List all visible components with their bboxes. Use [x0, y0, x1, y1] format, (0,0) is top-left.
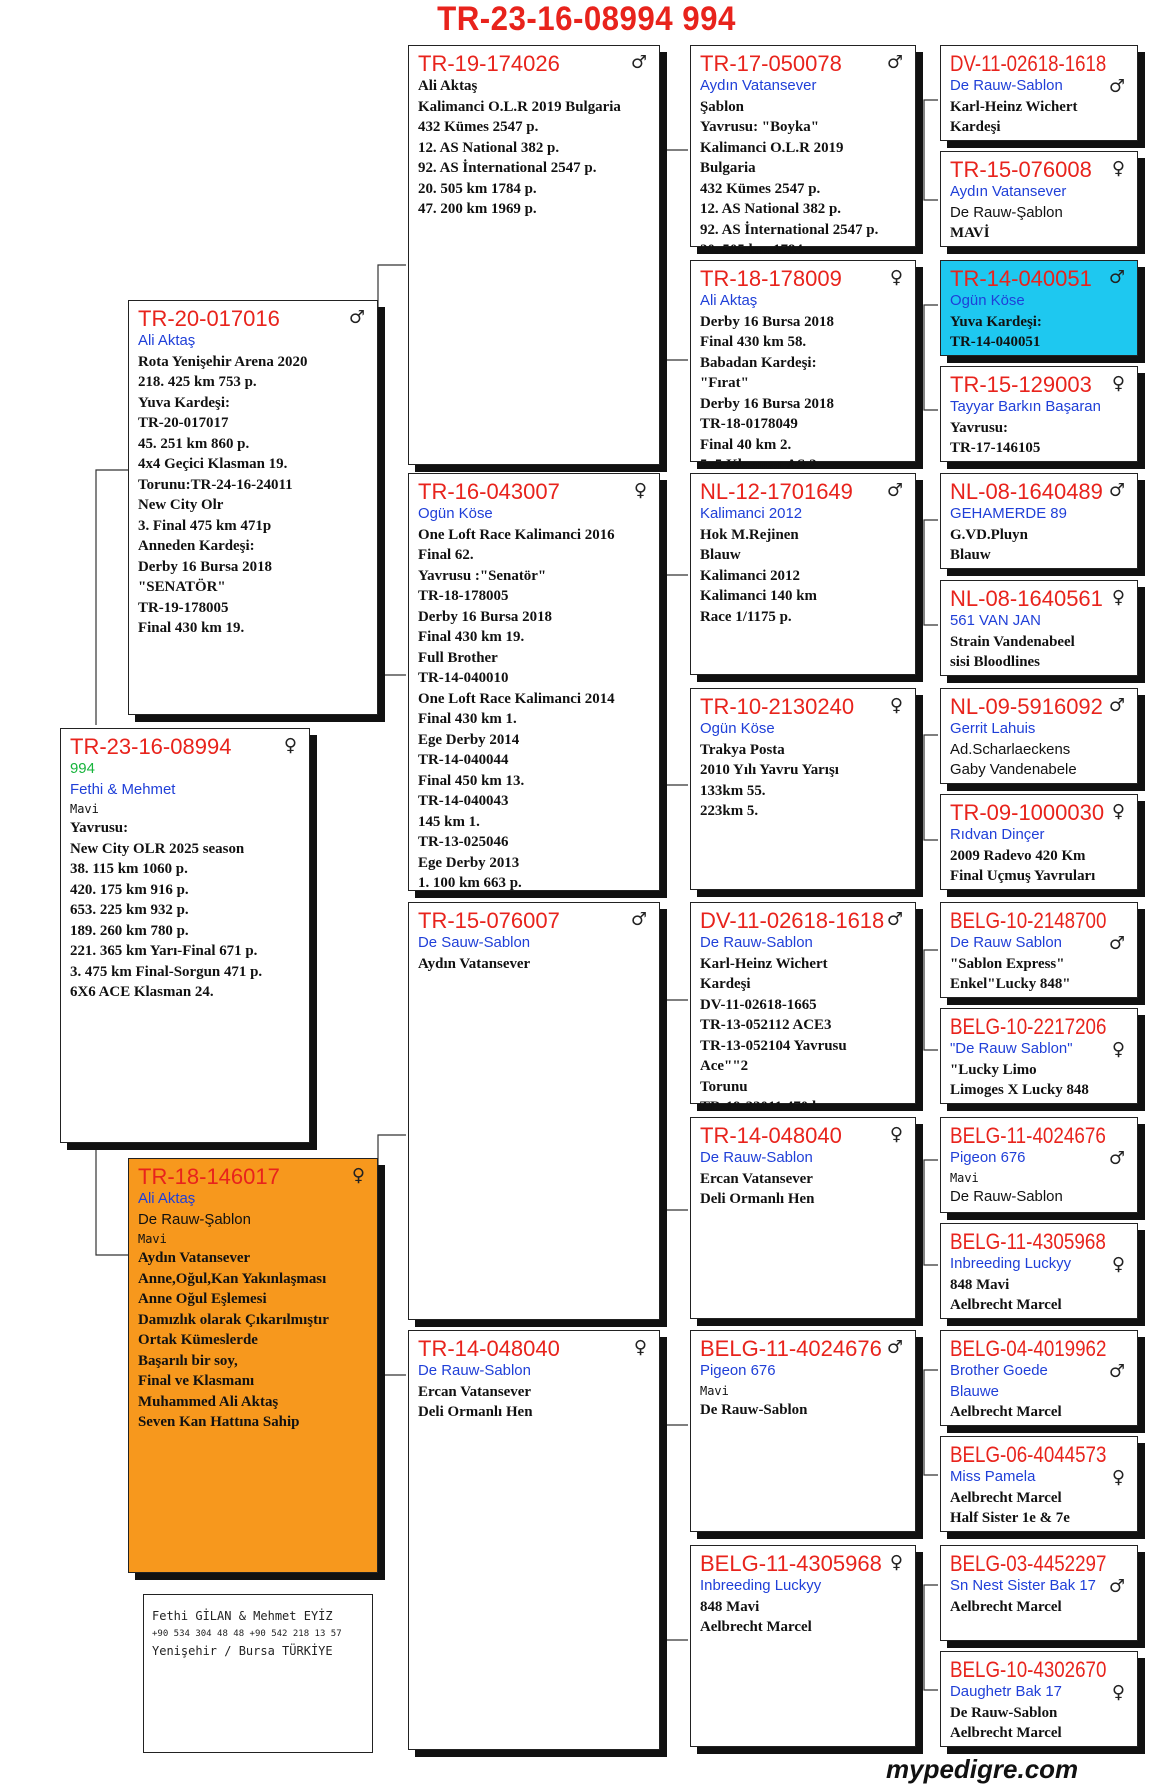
detail-line: Limoges X Lucky 848: [950, 1082, 1089, 1098]
pedigree-card-gg6[interactable]: [690, 1117, 916, 1319]
ring-number: TR-19-174026: [418, 51, 560, 76]
detail-line: 12. AS National 382 p.: [700, 201, 842, 217]
detail-line: Babadan Kardeşi:: [700, 354, 817, 371]
detail-line: Yuva Kardeşi:: [950, 313, 1042, 330]
detail-line: Karl-Heinz Wichert: [950, 98, 1078, 115]
pedigree-card-ggg11[interactable]: [940, 1117, 1138, 1213]
ring-number: TR-17-050078: [700, 51, 842, 76]
detail-line: Inbreeding Luckyy: [700, 1577, 822, 1594]
detail-line: 561 VAN JAN: [950, 612, 1041, 629]
ring-number: BELG-11-4024676: [950, 1123, 1106, 1148]
pedigree-title: TR-23-16-08994 994: [437, 0, 736, 38]
detail-line: Aelbrecht Marcel: [950, 1297, 1062, 1313]
site-brand[interactable]: mypedigre.com: [886, 1754, 1079, 1784]
detail-line: Kalimanci 140 km: [700, 588, 817, 604]
card-details: [138, 331, 369, 639]
detail-line: Ogün Köse: [950, 292, 1025, 309]
detail-line: Torunu: [700, 1078, 748, 1095]
detail-line: TR-14-040043: [418, 793, 509, 809]
breeder-info-box: [143, 1594, 373, 1753]
card-details: [950, 1039, 1129, 1101]
detail-line: Damızlık olarak Çıkarılmıştır: [138, 1311, 329, 1328]
card-details: [700, 291, 907, 476]
detail-line: "Fırat": [700, 375, 749, 391]
detail-line: De Sauw-Sablon: [418, 934, 531, 951]
detail-line: Kardeşi: [950, 119, 1001, 135]
detail-line: TR-18-178005: [418, 588, 509, 604]
detail-line: Anne Oğul Eşlemesi: [138, 1291, 267, 1307]
detail-line: Yavrusu: "Boyka": [700, 119, 820, 135]
detail-line: Karl-Heinz Wichert: [700, 955, 828, 972]
sex-symbol-icon: ♀: [889, 695, 903, 716]
ring-number: BELG-04-4019962: [950, 1336, 1107, 1361]
detail-line: TR-19-23011 470 k: [700, 1099, 821, 1115]
detail-line: De Rauw-Sablon: [418, 1362, 531, 1379]
sex-symbol-icon: ♂: [886, 909, 903, 930]
card-details: [950, 933, 1129, 995]
detail-line: 432 Kümes 2547 p.: [700, 180, 821, 197]
detail-line: 2010 Yılı Yavru Yarışı: [700, 762, 839, 778]
detail-line: Final 430 km 19.: [138, 620, 245, 636]
detail-line: Aydın Vatansever: [138, 1250, 251, 1266]
pedigree-card-ggg14[interactable]: [940, 1436, 1138, 1532]
detail-line: Deli Ormanlı Hen: [418, 1404, 533, 1420]
detail-line: TR-13-052112 ACE3: [700, 1017, 832, 1033]
detail-line: De Rauw-Sablon: [700, 1401, 808, 1418]
detail-line: 432 Kümes 2547 p.: [418, 119, 539, 135]
detail-line: 994: [70, 760, 95, 777]
detail-line: Aelbrecht Marcel: [700, 1619, 812, 1635]
pedigree-card-ggg3[interactable]: [940, 260, 1138, 356]
card-details: [700, 504, 907, 627]
card-details: [418, 504, 651, 894]
card-details: [950, 1361, 1129, 1423]
detail-line: Ad.Scharlaeckens: [950, 740, 1071, 758]
detail-line: Rıdvan Dinçer: [950, 826, 1045, 843]
card-details: [700, 933, 907, 1118]
detail-line: De Rauw Sablon: [950, 934, 1062, 951]
detail-line: Aydın Vatansever: [950, 183, 1067, 200]
detail-line: Inbreeding Luckyy: [950, 1255, 1072, 1272]
detail-line: De Rauw-Şablon: [950, 203, 1063, 221]
card-details: [950, 1576, 1129, 1617]
pedigree-card-grandsire-maternal[interactable]: [408, 902, 660, 1320]
detail-line: sisi Bloodlines: [950, 654, 1040, 670]
detail-line: De Rauw-Sablon: [700, 1149, 813, 1166]
detail-line: 38. 115 km 1060 p.: [70, 861, 188, 877]
pedigree-card-ggg9[interactable]: [940, 902, 1138, 998]
detail-line: TR-14-040044: [418, 752, 509, 768]
ring-number: TR-15-129003: [950, 372, 1092, 397]
detail-line: Final 430 km 58.: [700, 334, 807, 350]
detail-line: 20. 505 km 1784 p.: [418, 180, 537, 197]
breeder-names: Fethi GİLAN & Mehmet EYİZ: [152, 1609, 333, 1623]
detail-line: Yuva Kardeşi:: [138, 394, 230, 411]
pedigree-card-ggg1[interactable]: [940, 45, 1138, 141]
detail-line: Final 450 km 13.: [418, 772, 525, 789]
card-details: [418, 933, 651, 974]
detail-line: DV-11-02618-1665: [700, 996, 817, 1013]
detail-line: Tayyar Barkın Başaran: [950, 398, 1101, 415]
detail-line: Miss Pamela: [950, 1468, 1036, 1485]
ring-number: BELG-10-2148700: [950, 908, 1107, 933]
detail-line: Ortak Kümeslerde: [138, 1332, 258, 1348]
detail-line: Brother Goede: [950, 1362, 1048, 1379]
detail-line: 189. 260 km 780 p.: [70, 922, 189, 939]
detail-line: One Loft Race Kalimanci 2016: [418, 526, 615, 543]
card-details: [950, 182, 1129, 244]
detail-line: 218. 425 km 753 p.: [138, 374, 257, 390]
detail-line: TR-14-040051: [950, 334, 1041, 350]
ring-number: NL-08-1640561: [950, 586, 1103, 611]
ring-number: BELG-10-4302670: [950, 1657, 1107, 1682]
card-details: [950, 291, 1129, 353]
card-details: [950, 1682, 1129, 1744]
ring-number: TR-15-076007: [418, 908, 560, 933]
ring-number: TR-20-017016: [138, 306, 280, 331]
detail-line: New City Olr: [138, 497, 224, 513]
ring-number: NL-12-1701649: [700, 479, 853, 504]
detail-line: Rota Yenişehir Arena 2020: [138, 353, 308, 370]
card-details: [950, 719, 1129, 781]
detail-line: Anne,Oğul,Kan Yakınlaşması: [138, 1270, 327, 1287]
ring-number: BELG-10-2217206: [950, 1014, 1107, 1039]
card-details: [700, 1148, 907, 1210]
sex-symbol-icon: ♀: [633, 480, 647, 501]
sex-symbol-icon: ♂: [886, 1337, 903, 1358]
pedigree-card-ggg6[interactable]: [940, 580, 1138, 676]
card-details: [418, 1361, 651, 1423]
detail-line: Enkel"Lucky 848": [950, 976, 1071, 992]
detail-line: Derby 16 Bursa 2018: [138, 558, 273, 575]
pedigree-card-ggg4[interactable]: [940, 366, 1138, 462]
detail-line: Gaby Vandenabele: [950, 761, 1077, 778]
detail-line: 3. Final 475 km 471p: [138, 517, 272, 534]
card-details: [700, 1576, 907, 1638]
pedigree-card-gg5[interactable]: [690, 902, 916, 1115]
detail-line: 5x5 Klasman AS 2: [700, 457, 817, 473]
ring-number: TR-15-076008: [950, 157, 1092, 182]
detail-line: 12. AS National 382 p.: [418, 139, 560, 156]
detail-line: Final 430 km 19.: [418, 629, 525, 645]
card-details: [70, 759, 301, 1003]
detail-line: Pigeon 676: [950, 1149, 1026, 1166]
breeder-location: Yenişehir / Bursa TÜRKİYE: [152, 1644, 333, 1658]
detail-line: TR-19-178005: [138, 599, 229, 616]
ring-number: TR-14-048040: [700, 1123, 842, 1148]
pedigree-card-ggg2[interactable]: [940, 151, 1138, 247]
sex-symbol-icon: ♂: [630, 909, 647, 930]
sex-symbol-icon: ♀: [633, 1337, 647, 1358]
sex-symbol-icon: ♀: [1111, 158, 1125, 179]
detail-line: MAVİ: [950, 225, 990, 241]
ring-number: TR-23-16-08994: [70, 734, 232, 759]
ring-number: NL-08-1640489: [950, 479, 1103, 504]
detail-line: Final 62.: [418, 547, 474, 563]
ring-number: TR-09-1000030: [950, 800, 1105, 825]
detail-line: G.VD.Pluyn: [950, 526, 1028, 543]
ring-number: TR-14-048040: [418, 1336, 560, 1361]
pedigree-card-gg3[interactable]: [690, 473, 916, 675]
detail-line: 92. AS İnternational 2547 p.: [418, 160, 597, 176]
detail-line: Kalimanci O.L.R 2019 Bulgaria: [418, 98, 621, 115]
detail-line: Anneden Kardeşi:: [138, 538, 255, 554]
ring-number: DV-11-02618-1618: [950, 51, 1107, 76]
detail-line: Yavrusu :"Senatör": [418, 567, 547, 584]
detail-line: Ali Aktaş: [138, 332, 196, 349]
detail-line: TR-13-052104 Yavrusu: [700, 1037, 847, 1054]
detail-line: Half Sister 1e & 7e: [950, 1510, 1070, 1526]
sex-symbol-icon: ♀: [351, 1165, 365, 1186]
pedigree-card-granddam-paternal[interactable]: [408, 473, 660, 891]
sex-symbol-icon: ♀: [1111, 1039, 1125, 1060]
detail-line: De Rauw-Sablon: [950, 1704, 1058, 1721]
card-details: [950, 1254, 1129, 1316]
sex-symbol-icon: ♂: [886, 52, 903, 73]
detail-line: Gerrit Lahuis: [950, 720, 1036, 737]
pedigree-card-ggg16[interactable]: [940, 1651, 1138, 1747]
ring-number: BELG-03-4452297: [950, 1551, 1107, 1576]
detail-line: Ace""2: [700, 1058, 749, 1074]
sex-symbol-icon: ♂: [1108, 695, 1125, 716]
card-details: [950, 397, 1129, 459]
pedigree-card-gg1[interactable]: [690, 45, 916, 258]
detail-line: Mavi: [138, 1232, 167, 1246]
detail-line: De Rauw-Şablon: [138, 1210, 251, 1228]
detail-line: 223km 5.: [700, 803, 759, 819]
detail-line: Kardeşi: [700, 976, 751, 992]
sex-symbol-icon: ♂: [630, 52, 647, 73]
detail-line: Ali Aktaş: [418, 78, 478, 94]
pedigree-card-sire[interactable]: [128, 300, 378, 715]
detail-line: 4x4 Geçici Klasman 19.: [138, 456, 288, 472]
ring-number: TR-18-178009: [700, 266, 842, 291]
detail-line: Trakya Posta: [700, 741, 785, 758]
pedigree-card-grandsire-paternal[interactable]: [408, 45, 660, 465]
detail-line: 653. 225 km 932 p.: [70, 902, 189, 918]
detail-line: Aelbrecht Marcel: [950, 1489, 1062, 1506]
detail-line: Torunu:TR-24-16-24011: [138, 476, 293, 493]
detail-line: 848 Mavi: [700, 1598, 760, 1615]
detail-line: 221. 365 km Yarı-Final 671 p.: [70, 943, 258, 959]
sex-symbol-icon: ♀: [1111, 1682, 1125, 1703]
detail-line: Kalimanci O.L.R 2019: [700, 139, 844, 156]
sex-symbol-icon: ♀: [283, 735, 297, 756]
detail-line: 6X6 ACE Klasman 24.: [70, 984, 214, 1000]
detail-line: Kalimanci 2012: [700, 567, 800, 584]
ring-number: BELG-11-4305968: [950, 1229, 1106, 1254]
detail-line: Full Brother: [418, 649, 498, 666]
sex-symbol-icon: ♂: [1108, 933, 1125, 954]
sex-symbol-icon: ♂: [1108, 1576, 1125, 1597]
detail-line: Ali Aktaş: [700, 292, 758, 309]
sex-symbol-icon: ♀: [889, 1124, 903, 1145]
detail-line: Aydın Vatansever: [700, 77, 817, 94]
sex-symbol-icon: ♂: [886, 480, 903, 501]
pedigree-card-granddam-maternal[interactable]: [408, 1330, 660, 1750]
sex-symbol-icon: ♀: [1111, 1254, 1125, 1275]
pedigree-card-ggg10[interactable]: [940, 1008, 1138, 1104]
detail-line: Blauw: [700, 547, 741, 563]
detail-line: 848 Mavi: [950, 1276, 1010, 1293]
detail-line: Final 40 km 2.: [700, 436, 792, 453]
sex-symbol-icon: ♀: [1111, 1467, 1125, 1488]
detail-line: TR-17-146105: [950, 440, 1041, 456]
pedigree-card-gg8[interactable]: [690, 1545, 916, 1747]
card-details: [138, 1189, 369, 1433]
detail-line: Aelbrecht Marcel: [950, 1725, 1062, 1741]
detail-line: TR-18-0178049: [700, 416, 798, 432]
detail-line: De Rauw-Sablon: [950, 77, 1063, 94]
detail-line: Ali Aktaş: [138, 1190, 196, 1207]
detail-line: Bulgaria: [700, 160, 756, 176]
detail-line: Ogün Köse: [700, 720, 775, 737]
sex-symbol-icon: ♀: [1111, 587, 1125, 608]
detail-line: Derby 16 Bursa 2018: [700, 395, 834, 412]
ring-number: BELG-11-4305968: [700, 1551, 882, 1576]
detail-line: 47. 200 km 1969 p.: [418, 201, 537, 217]
card-details: [950, 825, 1129, 887]
pedigree-card-ggg7[interactable]: [940, 688, 1138, 784]
detail-line: Aelbrecht Marcel: [950, 1404, 1062, 1420]
detail-line: Ege Derby 2013: [418, 854, 520, 871]
detail-line: Şablon: [700, 98, 744, 115]
detail-line: Muhammed Ali Aktaş: [138, 1393, 279, 1410]
detail-line: Hok M.Rejinen: [700, 526, 799, 543]
pedigree-card-gg2[interactable]: [690, 260, 916, 473]
detail-line: Aelbrecht Marcel: [950, 1598, 1062, 1615]
detail-line: "De Rauw Sablon": [950, 1040, 1073, 1057]
detail-line: Derby 16 Bursa 2018: [418, 608, 553, 625]
detail-line: 92. AS İnternational 2547 p.: [700, 221, 879, 238]
detail-line: Final 430 km 1.: [418, 711, 517, 727]
detail-line: Ercan Vatansever: [700, 1170, 813, 1187]
detail-line: Ege Derby 2014: [418, 731, 520, 748]
detail-line: Deli Ormanlı Hen: [700, 1191, 815, 1207]
sex-symbol-icon: ♂: [348, 307, 365, 328]
sex-symbol-icon: ♂: [1108, 480, 1125, 501]
ring-number: TR-10-2130240: [700, 694, 855, 719]
sex-symbol-icon: ♀: [1111, 373, 1125, 394]
sex-symbol-icon: ♂: [1108, 1148, 1125, 1169]
ring-number: NL-09-5916092: [950, 694, 1103, 719]
pedigree-card-subject[interactable]: [60, 728, 310, 1143]
detail-line: Race 1/1175 p.: [700, 608, 792, 625]
detail-line: De Rauw-Sablon: [950, 1187, 1063, 1205]
detail-line: Blauwe: [950, 1382, 999, 1400]
pedigree-card-ggg13[interactable]: [940, 1330, 1138, 1426]
detail-line: GEHAMERDE 89: [950, 505, 1067, 522]
card-details: [950, 1148, 1129, 1207]
detail-line: 1. 100 km 663 p.: [418, 875, 522, 891]
detail-line: Final ve Klasmanı: [138, 1373, 255, 1389]
detail-line: 145 km 1.: [418, 813, 480, 830]
detail-line: Pigeon 676: [700, 1362, 776, 1379]
detail-line: "SENATÖR": [138, 579, 226, 595]
detail-line: Başarılı bir soy,: [138, 1352, 238, 1369]
pedigree-card-ggg5[interactable]: [940, 473, 1138, 569]
ring-number: BELG-06-4044573: [950, 1442, 1107, 1467]
detail-line: Derby 16 Bursa 2018: [700, 313, 834, 330]
sex-symbol-icon: ♀: [1111, 801, 1125, 822]
detail-line: Final Uçmuş Yavruları: [950, 868, 1096, 884]
ring-number: BELG-11-4024676: [700, 1336, 882, 1361]
detail-line: Mavi: [70, 802, 99, 816]
detail-line: Strain Vandenabeel: [950, 633, 1075, 650]
breeder-phones: +90 534 304 48 48 +90 542 218 13 57: [152, 1629, 342, 1639]
detail-line: 133km 55.: [700, 782, 766, 799]
detail-line: Mavi: [700, 1383, 729, 1398]
detail-line: TR-14-040010: [418, 670, 509, 686]
ring-number: TR-18-146017: [138, 1164, 280, 1189]
sex-symbol-icon: ♂: [1108, 76, 1125, 97]
detail-line: Mavi: [950, 1170, 979, 1185]
sex-symbol-icon: ♀: [889, 267, 903, 288]
card-details: [950, 1467, 1129, 1529]
ring-number: TR-14-040051: [950, 266, 1092, 291]
detail-line: Ercan Vatansever: [418, 1383, 531, 1400]
detail-line: Yavrusu:: [70, 820, 129, 836]
card-details: [418, 76, 651, 220]
detail-line: Yavrusu:: [950, 419, 1009, 436]
detail-line: Seven Kan Hattına Sahip: [138, 1414, 300, 1430]
pedigree-card-ggg8[interactable]: [940, 794, 1138, 890]
pedigree-card-ggg12[interactable]: [940, 1223, 1138, 1319]
card-details: [950, 611, 1129, 673]
detail-line: "Lucky Limo: [950, 1061, 1037, 1078]
card-details: [700, 76, 907, 261]
detail-line: 20. 505 km 1784: [700, 242, 803, 258]
detail-line: New City OLR 2025 season: [70, 840, 245, 857]
detail-line: De Rauw-Sablon: [700, 934, 813, 951]
pedigree-card-ggg15[interactable]: [940, 1545, 1138, 1641]
detail-line: "Sablon Express": [950, 955, 1065, 972]
pedigree-card-gg7[interactable]: [690, 1330, 916, 1532]
sex-symbol-icon: ♂: [1108, 267, 1125, 288]
sex-symbol-icon: ♀: [889, 1552, 903, 1573]
detail-line: 3. 475 km Final-Sorgun 471 p.: [70, 963, 263, 980]
card-details: [700, 1361, 907, 1420]
card-details: [950, 504, 1129, 566]
pedigree-card-gg4[interactable]: [690, 688, 916, 890]
detail-line: TR-20-017017: [138, 415, 229, 431]
card-details: [950, 76, 1129, 138]
detail-line: Blauw: [950, 547, 991, 563]
ring-number: DV-11-02618-1618: [700, 908, 885, 933]
card-details: [700, 719, 907, 822]
detail-line: Kalimanci 2012: [700, 505, 803, 522]
detail-line: Aydın Vatansever: [418, 955, 531, 972]
detail-line: Daughetr Bak 17: [950, 1683, 1062, 1700]
ring-number: TR-16-043007: [418, 479, 560, 504]
pedigree-card-dam[interactable]: [128, 1158, 378, 1573]
detail-line: 420. 175 km 916 p.: [70, 881, 189, 898]
detail-line: TR-13-025046: [418, 834, 509, 850]
detail-line: Sn Nest Sister Bak 17: [950, 1577, 1096, 1594]
detail-line: Fethi & Mehmet: [70, 780, 176, 798]
detail-line: Ogün Köse: [418, 505, 493, 522]
detail-line: One Loft Race Kalimanci 2014: [418, 690, 615, 707]
sex-symbol-icon: ♂: [1108, 1361, 1125, 1382]
detail-line: 2009 Radevo 420 Km: [950, 847, 1086, 864]
detail-line: 45. 251 km 860 p.: [138, 435, 250, 452]
